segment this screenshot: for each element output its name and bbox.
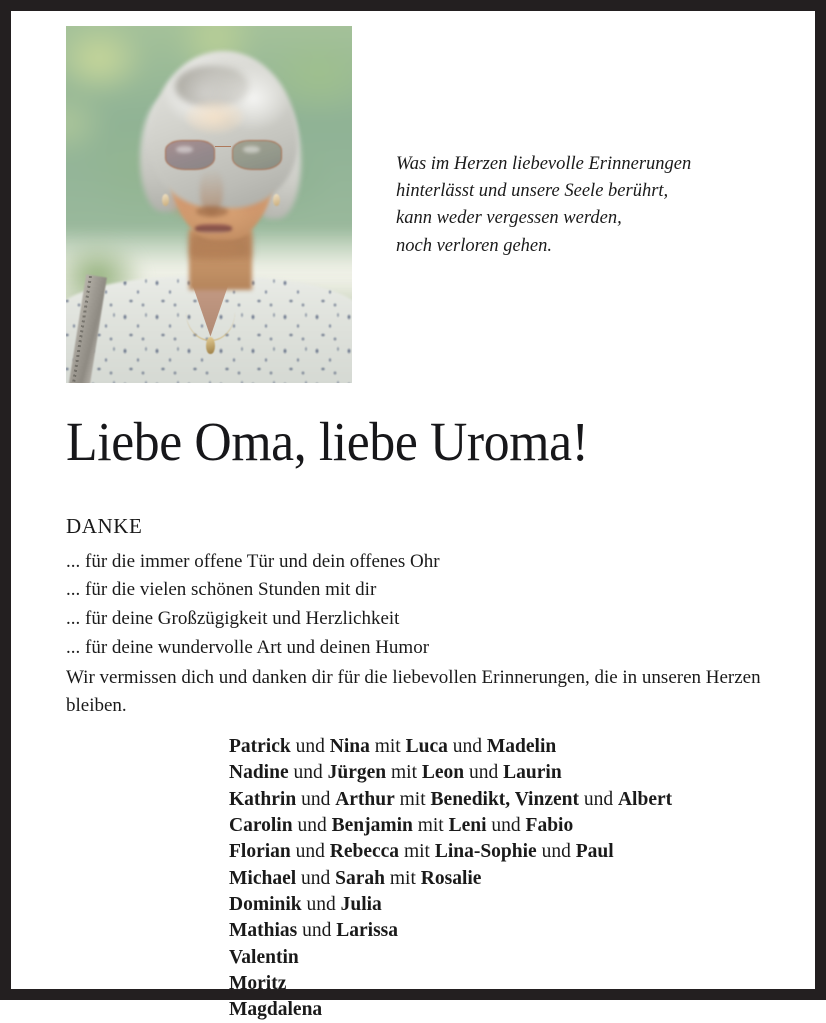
family-member-name: Valentin xyxy=(229,946,299,968)
family-name-connector: mit xyxy=(412,814,449,836)
portrait-chin-shadow xyxy=(192,240,238,258)
family-member-name: Carolin xyxy=(229,814,293,836)
family-name-connector: und xyxy=(578,788,618,810)
quote-line: noch verloren gehen. xyxy=(396,235,552,256)
portrait-glasses-lens-left xyxy=(165,140,215,170)
family-member-name: Florian xyxy=(229,841,291,863)
family-member-name: Michael xyxy=(229,867,297,889)
family-name-line xyxy=(229,734,809,760)
family-member-name: Laurin xyxy=(503,762,562,784)
family-name-line xyxy=(229,971,809,997)
family-name-connector: und xyxy=(486,814,526,836)
family-name-line xyxy=(229,892,809,918)
family-name-connector: mit xyxy=(386,762,422,784)
portrait-photo xyxy=(66,26,352,383)
portrait-glasses-bridge xyxy=(215,146,231,150)
family-member-name: Magdalena xyxy=(229,999,323,1021)
family-member-name: Rosalie xyxy=(420,867,482,889)
thanks-title: DANKE xyxy=(66,514,143,538)
family-member-name: Larissa xyxy=(336,920,399,942)
family-member-name: Julia xyxy=(340,893,382,915)
family-name-connector: mit xyxy=(399,841,435,863)
portrait-mouth xyxy=(195,224,232,233)
family-name-connector: und xyxy=(297,920,337,942)
portrait-lens-glint-right xyxy=(243,146,259,153)
family-member-name: Fabio xyxy=(525,814,574,836)
family-name-connector: und xyxy=(536,841,576,863)
quote-line: kann weder vergessen werden, xyxy=(396,208,622,229)
page-title: Liebe Oma, liebe Uroma! xyxy=(66,411,589,472)
family-name-connector: und xyxy=(292,814,332,836)
family-member-name: Benjamin xyxy=(331,814,413,836)
notice-sheet xyxy=(11,11,815,1021)
family-member-name: Kathrin xyxy=(229,788,297,810)
photo-and-quote-area xyxy=(11,11,815,386)
family-member-name: Lina-Sophie xyxy=(434,841,537,863)
family-member-name: Leon xyxy=(421,762,465,784)
family-member-name: Madelin xyxy=(486,736,557,757)
family-member-name: Jürgen xyxy=(327,762,387,784)
family-name-line xyxy=(229,918,809,944)
portrait-glasses-lens-right xyxy=(232,140,282,170)
thanks-line: ... für deine Großzügigkeit und Herzlichkeit xyxy=(66,608,400,630)
family-name-connector: und xyxy=(288,762,328,784)
family-name-line xyxy=(229,839,809,865)
family-member-name: Paul xyxy=(575,841,614,863)
family-name-connector: und xyxy=(301,893,341,915)
family-name-connector: und xyxy=(464,762,504,784)
family-name-connector: und xyxy=(296,867,336,889)
thanks-line: ... für die vielen schönen Stunden mit dir xyxy=(66,579,377,601)
thanks-line: ... für deine wundervolle Art und deinen Humor xyxy=(66,637,430,659)
family-names-list xyxy=(229,734,809,1023)
family-member-name: Patrick xyxy=(229,736,291,757)
family-member-name: Dominik xyxy=(229,893,302,915)
portrait-photo-canvas xyxy=(66,26,352,383)
family-member-name: Sarah xyxy=(335,867,386,889)
portrait-nose-shadow xyxy=(196,206,227,217)
family-name-connector: und xyxy=(447,736,487,757)
family-name-connector: und xyxy=(290,841,330,863)
thanks-line: ... für die immer offene Tür und dein offenes Ohr xyxy=(66,550,440,572)
family-name-connector: und xyxy=(296,788,336,810)
family-name-line xyxy=(229,945,809,971)
family-name-line xyxy=(229,997,809,1023)
family-name-line xyxy=(229,813,809,839)
family-member-name: Luca xyxy=(405,736,448,757)
family-name-connector: mit xyxy=(385,867,421,889)
family-member-name: Arthur xyxy=(335,788,395,810)
portrait-earring-left xyxy=(162,194,169,206)
family-name-line xyxy=(229,787,809,813)
family-name-line xyxy=(229,866,809,892)
family-member-name: Nina xyxy=(329,736,370,757)
quote-line: hinterlässt und unsere Seele berührt, xyxy=(396,181,669,202)
quote-line: Was im Herzen liebevolle Erinnerungen xyxy=(396,154,692,174)
family-member-name: Mathias xyxy=(229,920,298,942)
family-name-line xyxy=(229,760,809,786)
family-name-connector: und xyxy=(290,736,330,757)
portrait-lens-glint-left xyxy=(176,146,192,153)
portrait-necklace xyxy=(186,283,235,341)
family-member-name: Moritz xyxy=(229,972,287,994)
family-member-name: Nadine xyxy=(229,762,289,784)
family-member-name: Rebecca xyxy=(329,841,400,863)
memorial-quote xyxy=(396,151,771,260)
family-name-connector: mit xyxy=(369,736,406,757)
family-member-name: Albert xyxy=(617,788,673,810)
closing-paragraph: Wir vermissen dich und danken dir für die liebevollen Erinnerungen, die in unseren Herzen bleiben. xyxy=(66,667,761,716)
thanks-section xyxy=(66,511,786,663)
family-name-connector: mit xyxy=(394,788,431,810)
portrait-glasses xyxy=(165,138,282,172)
family-member-name: Leni xyxy=(448,814,487,836)
family-member-name: Benedikt, Vinzent xyxy=(430,788,579,810)
portrait-forehead-highlight xyxy=(186,101,243,133)
